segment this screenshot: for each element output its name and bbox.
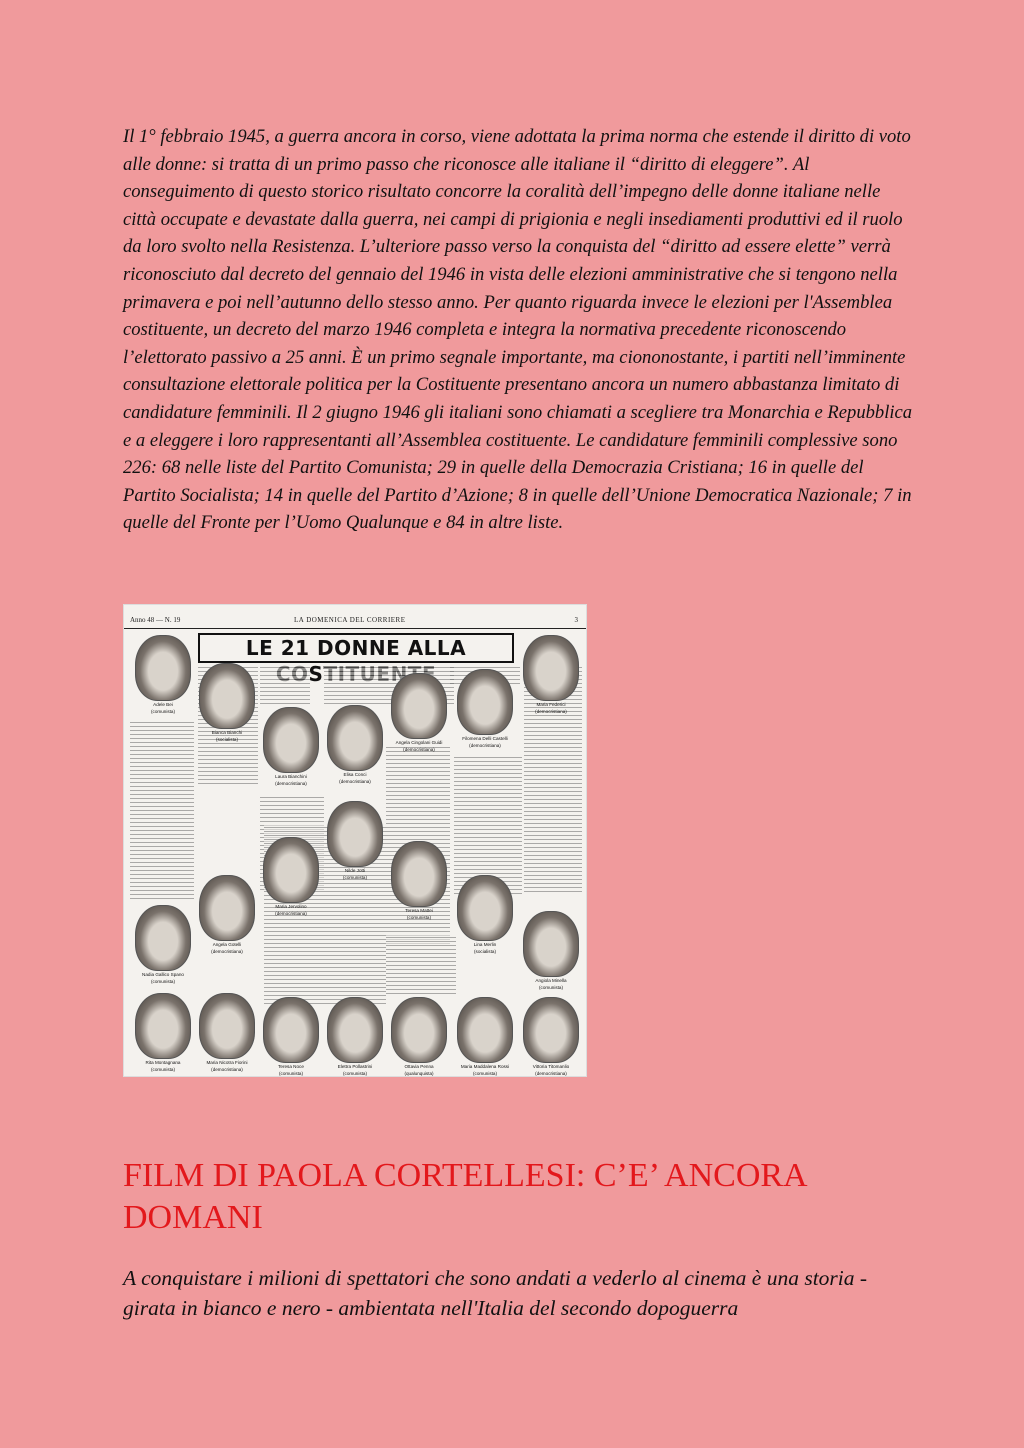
- portrait-name: Elettra Pollastrini: [337, 1064, 373, 1069]
- portrait-photo: [391, 841, 447, 907]
- portrait-photo: [457, 875, 513, 941]
- portrait-party: (democristiana): [535, 1071, 567, 1076]
- portrait-name: Nadia Gallico Spano: [142, 972, 184, 977]
- portrait-name: Lina Merlin: [473, 942, 497, 947]
- portrait-party: (comunista): [151, 1067, 175, 1072]
- portrait-party: (democristiana): [211, 949, 243, 954]
- portrait: [454, 875, 516, 955]
- clipping-paper-name: LA DOMENICA DEL CORRIERE: [294, 616, 406, 624]
- portrait: [324, 997, 386, 1077]
- portrait: [388, 997, 450, 1077]
- portrait-name: Rita Montagnana: [145, 1060, 181, 1065]
- portrait-party: (comunista): [407, 915, 431, 920]
- clipping-text-column: [130, 720, 194, 900]
- portrait-photo: [523, 911, 579, 977]
- portrait-name: Angela Cingolani Guidi: [395, 740, 443, 745]
- clipping-header: [124, 614, 586, 629]
- portrait: [520, 635, 582, 715]
- portrait-name: Maria Maddalena Rossi: [460, 1064, 510, 1069]
- portrait: [260, 997, 322, 1077]
- portrait: [324, 705, 386, 785]
- portrait-name: Bianca Bianchi: [211, 730, 243, 735]
- clipping-text-column: [260, 665, 310, 705]
- portrait-photo: [263, 997, 319, 1063]
- portrait-party: (democristiana): [469, 743, 501, 748]
- portrait: [520, 911, 582, 991]
- portrait-party: (comunista): [151, 979, 175, 984]
- portrait-party: (comunista): [279, 1071, 303, 1076]
- portrait-name: Elisa Conci: [343, 772, 367, 777]
- portrait-party: (qualunquista): [404, 1071, 434, 1076]
- portrait: [132, 905, 194, 985]
- portrait-name: Maria Jervolino: [275, 904, 307, 909]
- portrait: [132, 993, 194, 1073]
- portrait-photo: [199, 663, 255, 729]
- portrait: [388, 673, 450, 753]
- portrait-name: Teresa Mattei: [405, 908, 433, 913]
- portrait: [196, 993, 258, 1073]
- portrait-photo: [135, 905, 191, 971]
- newspaper-clipping-image: [123, 604, 587, 1077]
- portrait-name: Maria Nicotra Fiorini: [206, 1060, 248, 1065]
- portrait-photo: [263, 707, 319, 773]
- portrait-photo: [199, 993, 255, 1059]
- portrait-party: (democristiana): [339, 779, 371, 784]
- intro-paragraph: Il 1° febbraio 1945, a guerra ancora in corso, viene adottata la prima norma che estende il diritto di voto alle donne: si tratta di un primo passo che riconosce alle italiane il “diritto di eleggere”. Al conseguimento di questo storico risultato concorre la coralità dell’impegno delle donne italiane nelle città occupate e devastate dalla guerra, nei campi di prigionia e negli insediamenti produttivi ed il ruolo da loro svolto nella Resistenza. L’ulteriore passo verso la conquista del “diritto ad essere elette” verrà riconosciuto dal decreto del gennaio del 1946 in vista delle elezioni amministrative che si tengono nella primavera e poi nell’autunno dello stesso anno. Per quanto riguarda invece le elezioni per l'Assemblea costituente, un decreto del marzo 1946 completa e integra la normativa precedente riconoscendo l’elettorato passivo a 25 anni. È un primo segnale importante, ma ciononostante, i partiti nell’imminente consultazione elettorale politica per la Costituente presentano ancora un numero abbastanza limitato di candidature femminili. Il 2 giugno 1946 gli italiani sono chiamati a scegliere tra Monarchia e Repubblica e a eleggere i loro rappresentanti all’Assemblea costituente. Le candidature femminili complessive sono 226: 68 nelle liste del Partito Comunista; 29 in quelle della Democrazia Cristiana; 16 in quelle del Partito Socialista; 14 in quelle del Partito d’Azione; 8 in quelle dell’Unione Democratica Nazionale; 7 in quelle del Fronte per l’Uomo Qualunque e 84 in altre liste.: [123, 126, 913, 534]
- portrait-party: (democristiana): [211, 1067, 243, 1072]
- portrait-party: (democristiana): [275, 781, 307, 786]
- clipping-issue: Anno 48 — N. 19: [130, 616, 181, 624]
- clipping-page-number: 3: [574, 616, 578, 624]
- clipping-text-column: [454, 755, 522, 895]
- portrait-photo: [263, 837, 319, 903]
- portrait: [454, 669, 516, 749]
- portrait-party: (comunista): [539, 985, 563, 990]
- portrait-photo: [391, 997, 447, 1063]
- portrait-photo: [391, 673, 447, 739]
- portrait: [260, 837, 322, 917]
- portrait-photo: [457, 997, 513, 1063]
- portrait: [454, 997, 516, 1077]
- portrait-photo: [523, 635, 579, 701]
- portrait-party: (democristiana): [275, 911, 307, 916]
- portrait-party: (comunista): [343, 875, 367, 880]
- portrait: [388, 841, 450, 921]
- portrait-photo: [135, 635, 191, 701]
- portrait-name: Adele Bei: [153, 702, 173, 707]
- portrait: [196, 663, 258, 743]
- portrait: [324, 801, 386, 881]
- portrait: [132, 635, 194, 715]
- portrait-photo: [199, 875, 255, 941]
- portrait-party: (comunista): [151, 709, 175, 714]
- portrait: [520, 997, 582, 1077]
- portrait-name: Angela Gotelli: [212, 942, 242, 947]
- portrait-name: Teresa Noce: [278, 1064, 304, 1069]
- portrait-name: Filomena Delli Castelli: [462, 736, 508, 741]
- portrait-photo: [523, 997, 579, 1063]
- portrait-photo: [327, 997, 383, 1063]
- portrait-party: (socialista): [216, 737, 238, 742]
- portrait-photo: [327, 801, 383, 867]
- portrait-name: Nilde Jotti: [344, 868, 366, 873]
- portrait: [196, 875, 258, 955]
- portrait-photo: [135, 993, 191, 1059]
- portrait-name: Vittoria Titomanlio: [532, 1064, 570, 1069]
- film-section-lead: A conquistare i milioni di spettatori che sono andati a vederlo al cinema è una storia - girata in bianco e nero - ambientata nell'Italia del secondo dopoguerra: [123, 1266, 868, 1320]
- portrait: [260, 707, 322, 787]
- portrait-name: Laura Bianchini: [275, 774, 307, 779]
- portrait-name: Angiola Minella: [535, 978, 567, 983]
- portrait-party: (socialista): [474, 949, 496, 954]
- portrait-photo: [457, 669, 513, 735]
- portrait-photo: [327, 705, 383, 771]
- portrait-party: (comunista): [343, 1071, 367, 1076]
- clipping-text-column: [386, 935, 456, 995]
- portrait-party: (democristiana): [403, 747, 435, 752]
- portrait-party: (comunista): [473, 1071, 497, 1076]
- portrait-party: (democristiana): [535, 709, 567, 714]
- clipping-headline: LE 21 DONNE ALLA: [198, 633, 514, 663]
- film-section-title: FILM DI PAOLA CORTELLESI: C’E’ ANCORA DOMANI: [123, 1157, 806, 1236]
- portrait-name: Maria Federici: [536, 702, 566, 707]
- portrait-name: Ottavia Penna: [404, 1064, 434, 1069]
